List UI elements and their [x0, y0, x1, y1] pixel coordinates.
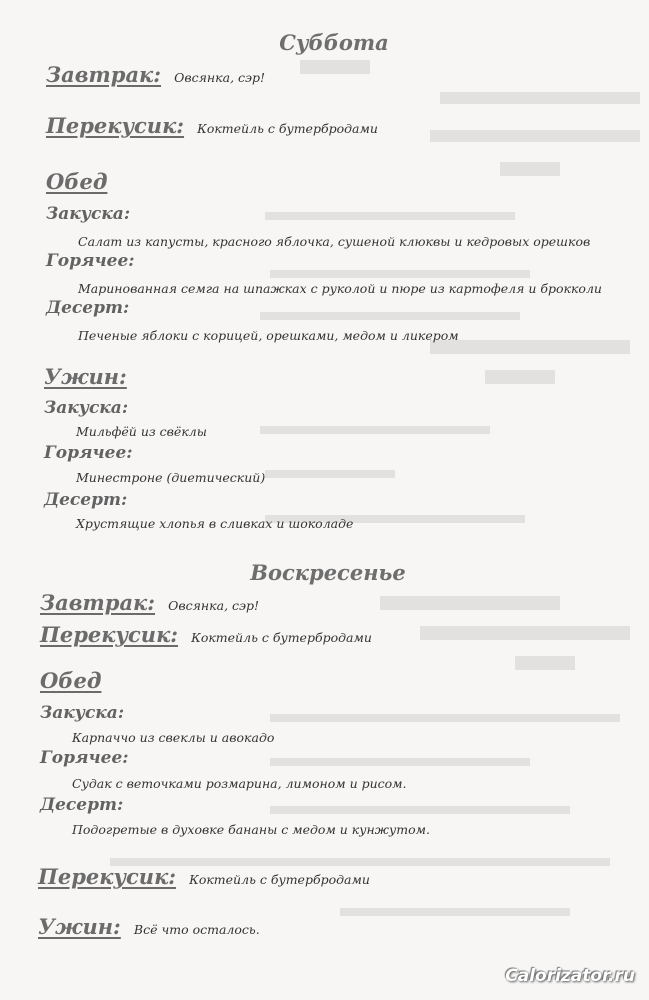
sunday-title: Воскресенье — [250, 560, 406, 585]
sunday-snack2-row — [38, 864, 370, 889]
sunday-snack1-row — [40, 622, 372, 647]
saturday-snack-dish: Коктейль с бутербродами — [197, 121, 378, 136]
sunday-breakfast-label: Завтрак: — [40, 590, 156, 615]
sunday-lunch-dessert: Подогретые в духовке бананы с медом и кунжутом. — [72, 822, 430, 837]
saturday-title: Суббота — [279, 30, 389, 55]
saturday-dinner-starter-label: Закуска: — [44, 398, 129, 418]
sunday-dinner-row — [38, 914, 260, 939]
saturday-dinner-dessert: Хрустящие хлопья в сливках и шоколаде — [76, 516, 354, 531]
saturday-snack-label: Перекусик: — [46, 113, 185, 138]
sunday-snack1-dish: Коктейль с бутербродами — [191, 630, 372, 645]
saturday-dinner-dessert-label: Десерт: — [44, 490, 128, 510]
sunday-lunch-label: Обед — [40, 668, 102, 693]
saturday-breakfast-dish: Овсянка, сэр! — [174, 70, 266, 85]
sunday-lunch-dessert-label: Десерт: — [40, 795, 124, 815]
sunday-lunch-main-label: Горячее: — [40, 748, 129, 768]
saturday-dinner-main: Минестроне (диетический) — [76, 470, 266, 485]
saturday-dinner-starter: Мильфёй из свёклы — [76, 424, 207, 439]
saturday-lunch-starter: Салат из капусты, красного яблочка, сушеной клюквы и кедровых орешков — [78, 234, 591, 249]
sunday-snack2-label: Перекусик: — [38, 864, 177, 889]
sunday-lunch-starter-label: Закуска: — [40, 703, 125, 723]
saturday-lunch-dessert-label: Десерт: — [46, 298, 130, 318]
saturday-lunch-main: Маринованная семга на шпажках с руколой и пюре из картофеля и брокколи — [78, 281, 602, 296]
sunday-lunch-starter: Карпаччо из свеклы и авокадо — [72, 730, 275, 745]
saturday-lunch-main-label: Горячее: — [46, 251, 135, 271]
saturday-breakfast-label: Завтрак: — [46, 62, 162, 87]
saturday-snack-row — [46, 113, 378, 138]
sunday-breakfast-row — [40, 590, 259, 615]
saturday-lunch-dessert: Печеные яблоки с корицей, орешками, медом и ликером — [78, 328, 459, 343]
saturday-dinner-main-label: Горячее: — [44, 443, 133, 463]
saturday-dinner-label: Ужин: — [44, 364, 127, 389]
sunday-breakfast-dish: Овсянка, сэр! — [168, 598, 260, 613]
sunday-dinner-dish: Всё что осталось. — [133, 922, 260, 937]
sunday-dinner-label: Ужин: — [38, 914, 121, 939]
saturday-lunch-starter-label: Закуска: — [46, 204, 131, 224]
sunday-lunch-main: Судак с веточками розмарина, лимоном и рисом. — [72, 776, 407, 791]
saturday-lunch-label: Обед — [46, 169, 108, 194]
sunday-snack2-dish: Коктейль с бутербродами — [189, 872, 370, 887]
watermark-logo: Calorizator.ru — [505, 966, 635, 986]
sunday-snack1-label: Перекусик: — [40, 622, 179, 647]
saturday-breakfast-row — [46, 62, 265, 87]
